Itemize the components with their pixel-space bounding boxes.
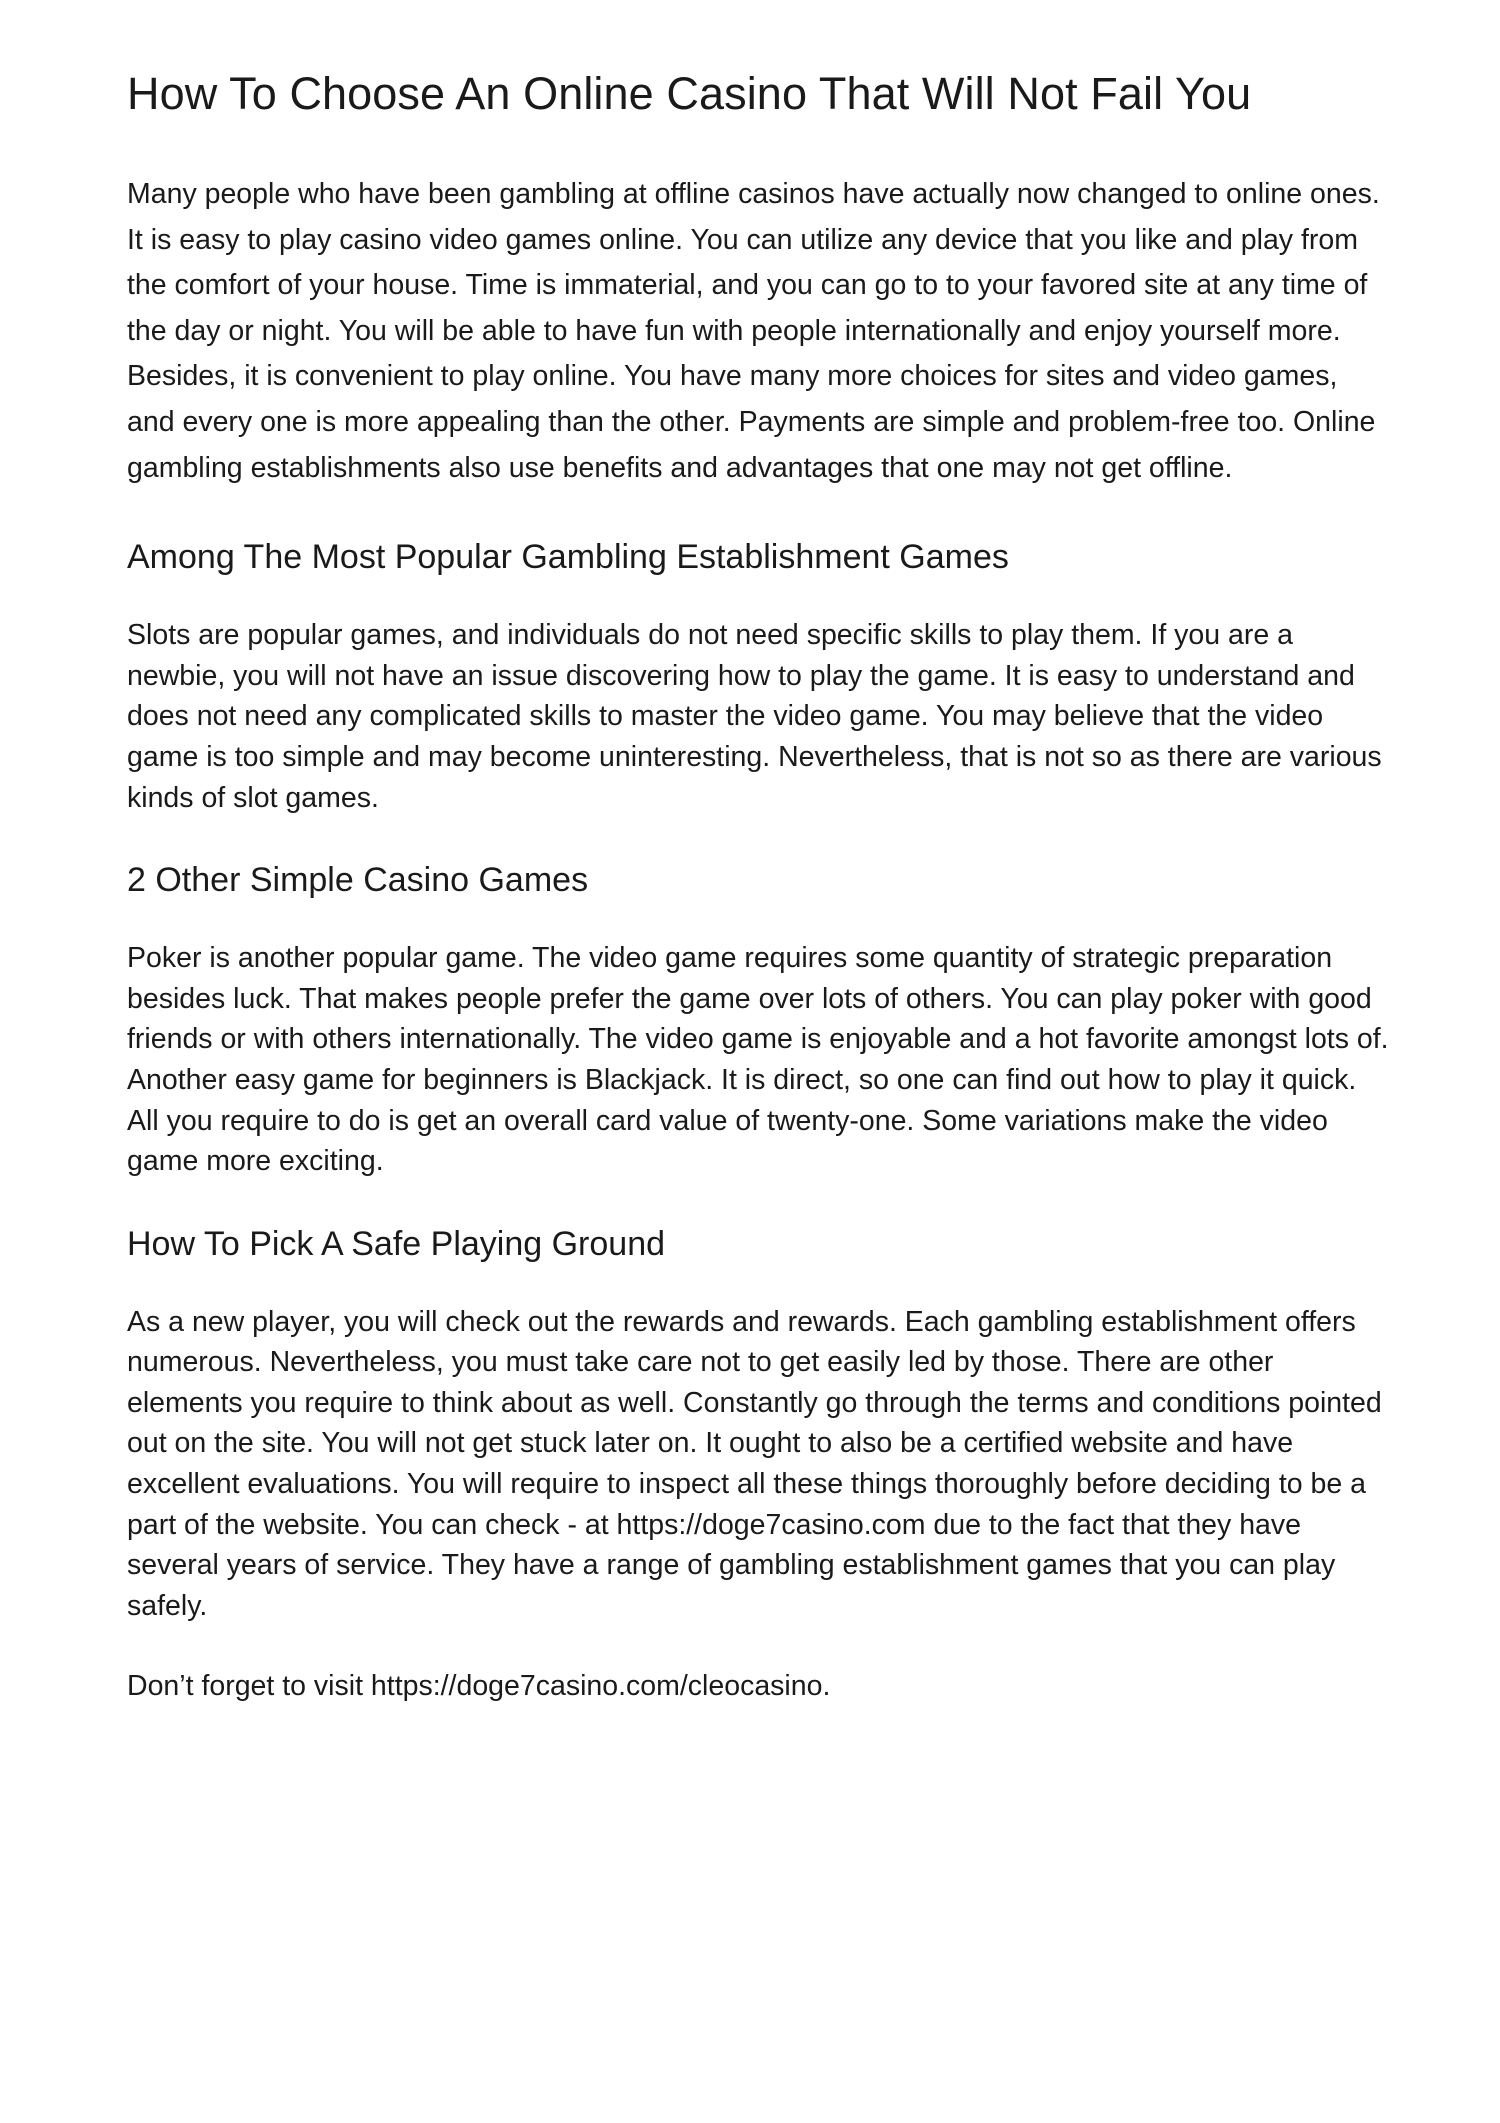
page-title: How To Choose An Online Casino That Will Not Fail You	[127, 68, 1252, 119]
section-heading-simple-games: 2 Other Simple Casino Games	[127, 861, 589, 900]
closing-paragraph: Don’t forget to visit https://doge7casino.com/cleocasino.	[127, 1670, 831, 1703]
intro-paragraph: Many people who have been gambling at offline casinos have actually now changed to online ones. It is easy to play casino video games online. You can utilize any device that you like and play from the comfort of your house. Time is immaterial, and you can go to to your favored site at any time of the day or night. You will be able to have fun with people internationally and enjoy yourself more. Besides, it is convenient to play online. You have many more choices for sites and video games, and every one is more appealing than the other. Payments are simple and problem-free too. Online gambling establishments also use benefits and advantages that one may not get offline.	[127, 178, 1380, 484]
section-heading-safe-playing-ground: How To Pick A Safe Playing Ground	[127, 1224, 666, 1263]
section-heading-popular-games: Among The Most Popular Gambling Establishment Games	[127, 538, 1009, 577]
document-page	[127, 64, 1389, 1707]
section-body-simple-games: Poker is another popular game. The video game requires some quantity of strategic preparation besides luck. That makes people prefer the game over lots of others. You can play poker with good friends or with others internationally. The video game is enjoyable and a hot favorite amongst lots of. Another easy game for beginners is Blackjack. It is direct, so one can find out how to play it quick. All you require to do is get an overall card value of twenty-one. Some variations make the video game more exciting.	[127, 942, 1389, 1178]
section-body-safe-playing-ground: As a new player, you will check out the rewards and rewards. Each gambling establishment offers numerous. Nevertheless, you must take care not to get easily led by those. There are other elements you require to think about as well. Constantly go through the terms and conditions pointed out on the site. You will not get stuck later on. It ought to also be a certified website and have excellent evaluations. You will require to inspect all these things thoroughly before deciding to be a part of the website. You can check - at https://doge7casino.com due to the fact that they have several years of service. They have a range of gambling establishment games that you can play safely.	[127, 1305, 1382, 1622]
section-body-popular-games: Slots are popular games, and individuals do not need specific skills to play them. If you are a newbie, you will not have an issue discovering how to play the game. It is easy to understand and does not need any complicated skills to master the video game. You may believe that the video game is too simple and may become uninteresting. Nevertheless, that is not so as there are various kinds of slot games.	[127, 619, 1382, 814]
